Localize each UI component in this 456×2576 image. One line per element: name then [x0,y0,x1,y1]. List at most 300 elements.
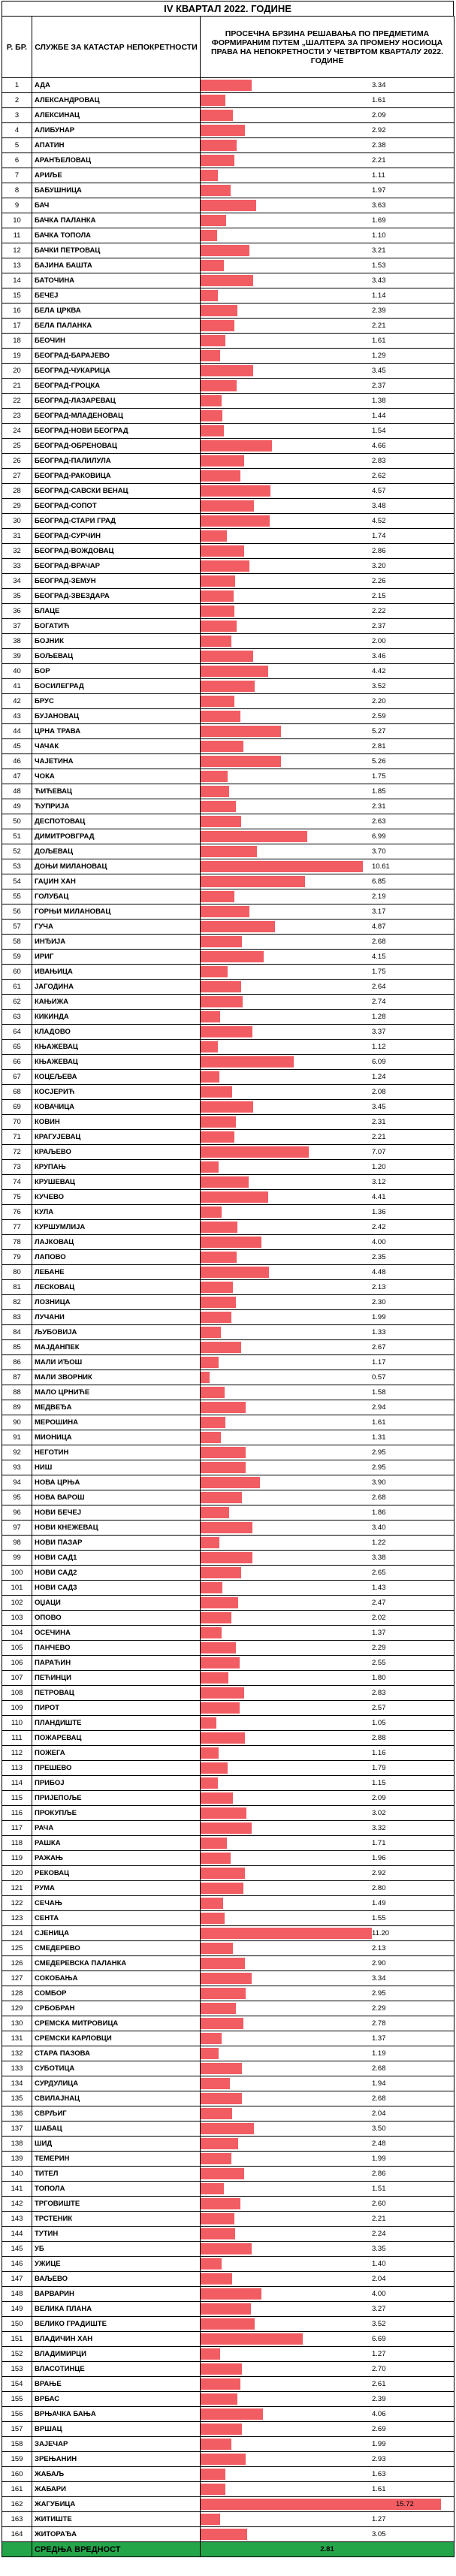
office-name: ПАРАЋИН [32,1656,201,1671]
table-row [2,153,454,168]
office-name: БЕОГРАД-МЛАДЕНОВАЦ [32,409,201,424]
bar [201,1702,240,1714]
table-row [2,349,454,364]
bar-value-label: 2.83 [372,457,386,465]
row-number: 80 [2,1265,32,1280]
bar-value-label: 4.41 [372,1193,386,1201]
report-title: IV КВАРТАЛ 2022. ГОДИНЕ [2,1,454,16]
bar-cell [201,1986,454,2001]
average-label: СРЕДЊА ВРЕДНОСТ [32,2542,201,2557]
bar [201,2303,251,2315]
table-row [2,1836,454,1851]
bar-cell [201,394,454,409]
bar-cell [201,1220,454,1235]
bar-value-label: 1.28 [372,1013,386,1021]
bar [201,200,256,211]
bar-cell [201,739,454,754]
bar-cell [201,1926,454,1941]
bar-cell [201,379,454,394]
table-row [2,1956,454,1971]
bar-value-label: 2.68 [372,1493,386,1502]
row-number: 76 [2,1205,32,1220]
row-number: 93 [2,1460,32,1475]
row-number: 97 [2,1521,32,1536]
bar-cell [201,1490,454,1505]
table-row [2,1911,454,1926]
bar-cell [201,1310,454,1325]
bar [201,2378,240,2390]
row-number: 38 [2,634,32,649]
bar-value-label: 10.61 [372,862,390,871]
bar [201,425,224,436]
bar [201,1387,225,1398]
bar-value-label: 11.20 [372,1929,390,1937]
bar-cell [201,1205,454,1220]
bar-value-label: 4.00 [372,1238,386,1246]
bar-value-label: 1.37 [372,2034,386,2043]
table-row [2,965,454,980]
bar-value-label: 4.48 [372,1268,386,1276]
office-name: КРАЉЕВО [32,1145,201,1160]
office-name: СВИЛАЈНАЦ [32,2091,201,2106]
row-number: 151 [2,2332,32,2347]
row-number: 72 [2,1145,32,1160]
bar-value-label: 1.94 [372,2079,386,2088]
office-name: СЈЕНИЦА [32,1926,201,1941]
office-name: ВЛАДИЧИН ХАН [32,2332,201,2347]
table-row [2,469,454,484]
office-name: КУРШУМЛИЈА [32,1220,201,1235]
table-row [2,1190,454,1205]
bar [201,1116,236,1128]
bar [201,1372,210,1383]
bar-cell [201,2227,454,2242]
row-number: 34 [2,574,32,589]
average-row [2,2542,454,2557]
bar-cell [201,1911,454,1926]
office-name: КУЧЕВО [32,1190,201,1205]
bar-cell [201,874,454,889]
office-name: УБ [32,2242,201,2257]
table-row [2,1220,454,1235]
office-name: БАТОЧИНА [32,273,201,288]
bar-cell [201,1355,454,1370]
row-number: 33 [2,559,32,574]
bar [201,1507,229,1518]
bar [201,1838,227,1849]
bar-cell [201,499,454,514]
bar-value-label: 3.52 [372,682,386,690]
bar-cell [201,2497,454,2512]
row-number: 159 [2,2452,32,2467]
table-row [2,694,454,709]
table-body [2,78,454,2557]
bar-value-label: 2.95 [372,1989,386,1998]
table-row [2,484,454,499]
bar-value-label: 2.02 [372,1614,386,1622]
table-row [2,1551,454,1566]
office-name: ПРИБОЈ [32,1776,201,1791]
bar [201,1447,246,1458]
table-row [2,874,454,889]
office-name: ТИТЕЛ [32,2167,201,2182]
row-number: 157 [2,2422,32,2437]
table-row [2,2362,454,2377]
bar-value-label: 1.75 [372,968,386,976]
report-container [2,1,454,2557]
office-name: БОЈНИК [32,634,201,649]
row-number: 31 [2,529,32,544]
bar-cell [201,78,454,93]
bar-cell [201,1521,454,1536]
bar-cell [201,769,454,784]
table-row [2,769,454,784]
bar-value-label: 2.57 [372,1704,386,1712]
bar-cell [201,1581,454,1596]
bar [201,1056,294,1068]
row-number: 52 [2,844,32,859]
bar-value-label: 2.68 [372,2064,386,2073]
bar [201,2514,220,2525]
bar-value-label: 1.54 [372,427,386,435]
bar-value-label: 1.74 [372,532,386,540]
office-name: КОВИН [32,1115,201,1130]
office-name: ТОПОЛА [32,2182,201,2197]
row-number: 78 [2,1235,32,1250]
office-name: СОМБОР [32,1986,201,2001]
bar-value-label: 2.63 [372,817,386,826]
bar [201,2183,224,2194]
bar-value-label: 1.33 [372,1328,386,1336]
table-row [2,228,454,243]
bar-cell [201,1971,454,1986]
bar-cell [201,2437,454,2452]
bar-value-label: 2.35 [372,1253,386,1261]
office-name: ЧОКА [32,769,201,784]
row-number: 117 [2,1821,32,1836]
bar-value-label: 3.34 [372,81,386,89]
bar [201,1417,225,1428]
table-row [2,319,454,334]
row-number: 164 [2,2527,32,2542]
bar [201,696,234,707]
bar-value-label: 3.17 [372,907,386,916]
row-number: 7 [2,168,32,183]
table-row [2,2197,454,2212]
row-number: 11 [2,228,32,243]
bar-cell [201,1160,454,1175]
office-name: ЖИТОРАЂА [32,2527,201,2542]
bar-value-label: 1.97 [372,186,386,195]
bar-cell [201,2482,454,2497]
office-name: КЊАЖЕВАЦ [32,1040,201,1055]
bar-cell [201,2091,454,2106]
bar [201,1312,231,1323]
bar [201,1357,219,1368]
table-row [2,2392,454,2407]
bar-value-label: 3.70 [372,847,386,856]
row-number: 70 [2,1115,32,1130]
office-name: МИОНИЦА [32,1430,201,1445]
office-name: СУРДУЛИЦА [32,2076,201,2091]
bar-value-label: 1.85 [372,787,386,796]
bar-cell [201,1716,454,1731]
office-name: ЖАБАРИ [32,2482,201,2497]
table-row [2,2122,454,2137]
office-name: БЕОГРАД-ЗЕМУН [32,574,201,589]
bar-cell [201,1851,454,1866]
bar-cell [201,1596,454,1611]
bar [201,2123,254,2134]
office-name: СЕЧАЊ [32,1896,201,1911]
bar [201,1432,221,1443]
bar [201,2063,242,2074]
bar-value-label: 1.24 [372,1073,386,1081]
bar-value-label: 2.47 [372,1599,386,1607]
row-number: 39 [2,649,32,664]
table-row [2,2347,454,2362]
bar-value-label: 1.43 [372,1584,386,1592]
bar [201,2258,222,2269]
row-number: 126 [2,1956,32,1971]
bar-cell [201,920,454,935]
table-row [2,1671,454,1686]
row-number: 147 [2,2272,32,2287]
bar-cell [201,424,454,439]
office-name: ДОЊИ МИЛАНОВАЦ [32,859,201,874]
bar-value-label: 3.27 [372,2305,386,2313]
bar [201,575,235,587]
table-row [2,1430,454,1445]
bar-cell [201,604,454,619]
bar-cell [201,2122,454,2137]
table-row [2,2377,454,2392]
row-number: 131 [2,2031,32,2046]
row-number: 3 [2,108,32,123]
bar [201,816,241,827]
table-row [2,1536,454,1551]
bar-cell [201,574,454,589]
bar [201,2273,232,2285]
office-name: КРАГУЈЕВАЦ [32,1130,201,1145]
table-row [2,574,454,589]
bar [201,1477,260,1488]
bar-cell [201,2527,454,2542]
row-number: 10 [2,213,32,228]
table-row [2,394,454,409]
office-name: РАШКА [32,1836,201,1851]
bar [201,2198,240,2209]
table-row [2,1611,454,1626]
table-row [2,1070,454,1085]
office-name: МАЛИ ИЂОШ [32,1355,201,1370]
bar-value-label: 2.48 [372,2140,386,2148]
bar [201,2318,255,2330]
bar-cell [201,288,454,304]
office-name: ТРГОВИШТЕ [32,2197,201,2212]
row-number: 152 [2,2347,32,2362]
bar-cell [201,1475,454,1490]
table-row [2,2091,454,2106]
bar-value-label: 3.34 [372,1974,386,1983]
bar [201,936,242,947]
bar-value-label: 2.08 [372,1088,386,1096]
bar [201,921,275,932]
bar [201,485,270,497]
bar-value-label: 2.21 [372,156,386,165]
bar [201,350,220,361]
bar-cell [201,1400,454,1415]
office-name: ВЛАДИМИРЦИ [32,2347,201,2362]
office-name: БЕОГРАД-ЧУКАРИЦА [32,364,201,379]
office-name: НОВА ЦРЊА [32,1475,201,1490]
row-number: 88 [2,1385,32,1400]
bar-value-label: 2.20 [372,697,386,705]
bar-cell [201,1415,454,1430]
table-row [2,138,454,153]
bar [201,605,234,617]
average-spacer [2,2542,32,2557]
office-name: БАБУШНИЦА [32,183,201,198]
row-number: 92 [2,1445,32,1460]
office-name: ЖИТИШТЕ [32,2512,201,2527]
table-row [2,2407,454,2422]
bar-cell [201,544,454,559]
bar-cell [201,1641,454,1656]
office-name: ВАРВАРИН [32,2287,201,2302]
row-number: 140 [2,2167,32,2182]
table-row [2,1761,454,1776]
bar-value-label: 2.38 [372,141,386,149]
office-name: БЕОГРАД-ГРОЦКА [32,379,201,394]
speed-table [2,16,454,2557]
row-number: 51 [2,829,32,844]
bar-value-label: 2.78 [372,2019,386,2028]
row-number: 55 [2,889,32,904]
table-row [2,2452,454,2467]
bar [201,726,281,737]
bar [201,2243,252,2254]
office-name: ЖАГУБИЦА [32,2497,201,2512]
office-name: ПОЖАРЕВАЦ [32,1731,201,1746]
table-row [2,1265,454,1280]
office-name: БЕОГРАД-РАКОВИЦА [32,469,201,484]
row-number: 102 [2,1596,32,1611]
row-number: 26 [2,454,32,469]
bar-cell [201,454,454,469]
bar [201,1282,233,1293]
office-name: ИВАЊИЦА [32,965,201,980]
bar-cell [201,980,454,995]
table-row [2,920,454,935]
bar-value-label: 2.37 [372,382,386,390]
bar-cell [201,1746,454,1761]
row-number: 109 [2,1701,32,1716]
office-name: ПЕЋИНЦИ [32,1671,201,1686]
office-name: АДА [32,78,201,93]
table-row [2,1115,454,1130]
row-number: 122 [2,1896,32,1911]
bar-value-label: 1.12 [372,1043,386,1051]
office-name: БЕОГРАД-НОВИ БЕОГРАД [32,424,201,439]
bar [201,2228,235,2239]
bar-cell [201,228,454,243]
bar-cell [201,183,454,198]
row-number: 84 [2,1325,32,1340]
office-name: ТРСТЕНИК [32,2212,201,2227]
row-number: 24 [2,424,32,439]
table-row [2,2212,454,2227]
bar-value-label: 2.86 [372,2170,386,2178]
office-name: БАЧКИ ПЕТРОВАЦ [32,243,201,258]
table-row [2,1566,454,1581]
bar-value-label: 4.15 [372,953,386,961]
bar-cell [201,93,454,108]
row-number: 29 [2,499,32,514]
bar-value-label: 2.92 [372,126,386,134]
table-row [2,980,454,995]
office-name: БУЈАНОВАЦ [32,709,201,724]
row-number: 83 [2,1310,32,1325]
table-row [2,1475,454,1490]
bar-cell [201,1956,454,1971]
bar [201,1988,246,1999]
row-number: 145 [2,2242,32,2257]
bar-value-label: 3.52 [372,2320,386,2328]
office-name: ПАНЧЕВО [32,1641,201,1656]
row-number: 136 [2,2106,32,2122]
office-name: БРУС [32,694,201,709]
office-name: ВРШАЦ [32,2422,201,2437]
bar-value-label: 2.69 [372,2425,386,2433]
bar-value-label: 1.05 [372,1719,386,1727]
bar-cell [201,2167,454,2182]
office-name: ЦРНА ТРАВА [32,724,201,739]
table-row [2,1821,454,1836]
bar-cell [201,243,454,258]
bar [201,515,270,527]
bar [201,2529,247,2540]
bar-value-label: 2.31 [372,802,386,811]
bar-value-label: 1.31 [372,1433,386,1442]
row-number: 43 [2,709,32,724]
bar-value-label: 2.94 [372,1403,386,1412]
bar-cell [201,2392,454,2407]
office-name: ПРОКУПЉЕ [32,1806,201,1821]
bar-cell [201,484,454,499]
bar-cell [201,950,454,965]
row-number: 121 [2,1881,32,1896]
bar [201,1823,252,1834]
bar [201,215,226,226]
bar-cell [201,138,454,153]
bar [201,410,222,421]
bar-value-label: 2.93 [372,2455,386,2463]
row-number: 59 [2,950,32,965]
bar-value-label: 5.26 [372,757,386,766]
row-number: 112 [2,1746,32,1761]
office-name: МЕДВЕЂА [32,1400,201,1415]
row-number: 123 [2,1911,32,1926]
table-row [2,304,454,319]
bar [201,545,244,557]
bar-cell [201,273,454,288]
office-name: ГАЏИН ХАН [32,874,201,889]
row-number: 113 [2,1761,32,1776]
bar [201,2153,231,2164]
bar-value-label: 2.81 [372,742,386,750]
table-row [2,544,454,559]
